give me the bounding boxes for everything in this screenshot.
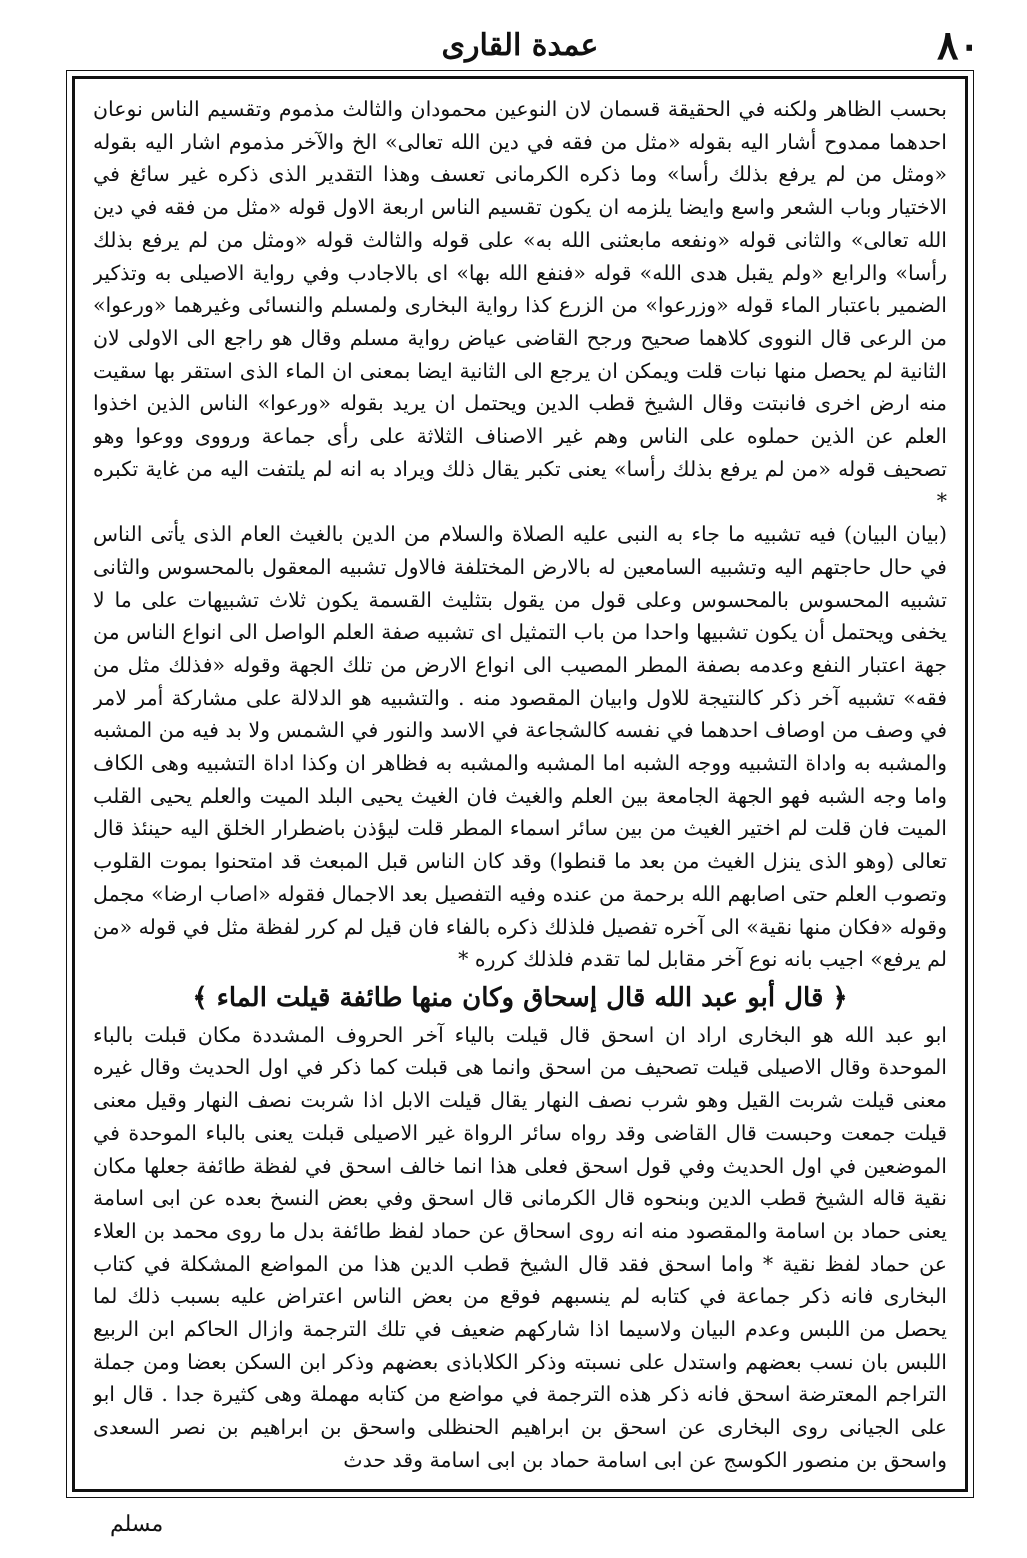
paragraph-commentary: بحسب الظاهر ولكنه في الحقيقة قسمان لان النوعين محمودان والثالث مذموم وتقسيم الناس نوعان احدهما ممدوح أشار اليه بقوله «مثل من فقه في دين الله تعالى» الخ والآخر مذموم اشار اليه بقوله «ومثل من لم يرفع بذلك رأسا» وما ذكره الكرمانى تعسف وهذا التقدير الذى ذكره غير سائغ في الاختيار وباب الشعر واسع وايضا يلزمه ان يكون تقسيم الناس اربعة الاول قوله «مثل من فقه في دين الله تعالى» والثانى قوله «ونفعه مابعثنى الله به» على قوله والثالث قوله «ومثل من لم يرفع بذلك رأسا» والرابع «ولم يقبل هدى الله» قوله «فنفع الله بها» اى بالاجادب وفي رواية الاصيلى به وتذكير الضمير باعتبار الماء قوله «وزرعوا» من الزرع كذا رواية البخارى ولمسلم والنسائى وغيرهما «ورعوا» من الرعى قال النووى كلاهما صحيح ورجح القاضى عياض رواية مسلم وقال هو راجع الى الاولى لان الثانية لم يحصل منها نبات قلت ويمكن ان يرجع الى الثانية ايضا بمعنى ان الماء الذى استقر بها سقيت منه ارض اخرى فانبتت وقال الشيخ قطب الدين ويحتمل ان يريد بقوله «ورعوا» الناس الذين اخذوا العلم عن الذين حملوه على الناس وهم غير الاصناف الثلاثة على رأى جماعة ورووى ووعوا وهو تصحيف قوله «من لم يرفع بذلك رأسا» يعنى تكبر يقال ذلك ويراد به انه لم يلتفت اليه من غاية تكبره * [93, 97, 947, 514]
text-frame [72, 76, 968, 1492]
page-title: عمدة القارى [441, 28, 599, 63]
page-number: ٨٠ [937, 22, 980, 69]
page-body [93, 93, 947, 1479]
hadith-heading: ﴿ قال أبو عبد الله قال إسحاق وكان منها طائفة قيلت الماء ﴾ [192, 982, 848, 1013]
paragraph-explanation: ابو عبد الله هو البخارى اراد ان اسحق قال قيلت بالياء آخر الحروف المشددة مكان قبلت بالباء الموحدة وقال الاصيلى قيلت تصحيف من اسحق وانما هى قبلت كما ذكر في اول الحديث وقال غيره معنى قيلت شربت القيل وهو شرب نصف النهار يقال قيلت الابل اذا شربت نصف النهار وقيل معنى قيلت جمعت وحبست قال القاضى وقد رواه سائر الرواة غير الاصيلى قبلت يعنى بالباء الموحدة في الموضعين في اول الحديث وفي قول اسحق فعلى هذا انما خالف اسحق في لفظة طائفة جعلها مكان نقية قاله الشيخ قطب الدين وبنحوه قال الكرمانى قال اسحق وفي بعض النسخ بعده عن ابى اسامة يعنى حماد بن اسامة والمقصود منه انه روى اسحاق عن حماد لفظ طائفة بدل ما روى محمد بن العلاء عن حماد لفظ نقية * واما اسحق فقد قال الشيخ قطب الدين هذا من المواضع المشكلة في كتاب البخارى فانه ذكر جماعة في كتابه لم ينسبهم فوقع من بعض الناس اعتراض عليه بسبب ذلك لما يحصل من اللبس وعدم البيان ولاسيما اذا شاركهم ضعيف في تلك الترجمة وازال الحاكم ابن الربيع اللبس بان نسب بعضهم واستدل على نسبته وذكر الكلاباذى بعضهم وذكر ابن السكن بعضا ومن جملة التراجم المعترضة اسحق فانه ذكر هذه الترجمة في مواضع من كتابه مهملة وهى كثيرة جدا . قال ابو على الجيانى روى البخارى عن اسحق بن ابراهيم الحنظلى واسحق بن ابراهيم بن نصر السعدى واسحق بن منصور الكوسج عن ابى اسامة حماد بن ابى اسامة وقد حدث [93, 1022, 947, 1472]
paragraph-bayan: (بيان البيان) فيه تشبيه ما جاء به النبى عليه الصلاة والسلام من الدين بالغيث العام الذى يأتى الناس في حال حاجتهم اليه وتشبيه السامعين له بالارض المختلفة فالاول تشبيه المعقول بالمحسوس والثانى تشبيه المحسوس بالمحسوس وعلى قول من يقول بتثليث القسمة يكون ثلاث تشبيهات على ما لا يخفى ويحتمل أن يكون تشبيها واحدا من باب التمثيل اى تشبيه صفة العلم الواصل الى انواع الناس من جهة اعتبار النفع وعدمه بصفة المطر المصيب الى انواع الارض من تلك الجهة وقوله «فذلك مثل من فقه» تشبيه آخر ذكر كالنتيجة للاول وابيان المقصود منه . والتشبيه هو الدلالة على مشاركة أمر لامر في وصف من اوصاف احدهما في نفسه كالشجاعة في الاسد والنور في الشمس ولا بد فيه من المشبه والمشبه به واداة التشبيه ووجه الشبه اما المشبه والمشبه به فظاهر ان وكذا اداة التشبيه وهى الكاف واما وجه الشبه فهو الجهة الجامعة بين العلم والغيث فان الغيث يحيى البلد الميت والعلم يحيى القلب الميت فان قلت لم اختير الغيث من بين سائر اسماء المطر قلت ليؤذن باضطرار الخلق اليه حينئذ قال تعالى (وهو الذى ينزل الغيث من بعد ما قنطوا) وقد كان الناس قبل المبعث قد امتحنوا بموت القلوب وتصوب العلم حتى اصابهم الله برحمة من عنده وفيه التفصيل بعد الاجمال فقوله «اصاب ارضا» مجمل وقوله «فكان منها نقية» الى آخره تفصيل فلذلك ذكره بالفاء فان قيل لم كرر لفظة مثل في قوله «من لم يرفع» اجيب بانه نوع آخر مقابل لما تقدم فلذلك كرره * [93, 522, 947, 972]
catchword: مسلم [110, 1512, 164, 1537]
page-header [60, 20, 980, 72]
